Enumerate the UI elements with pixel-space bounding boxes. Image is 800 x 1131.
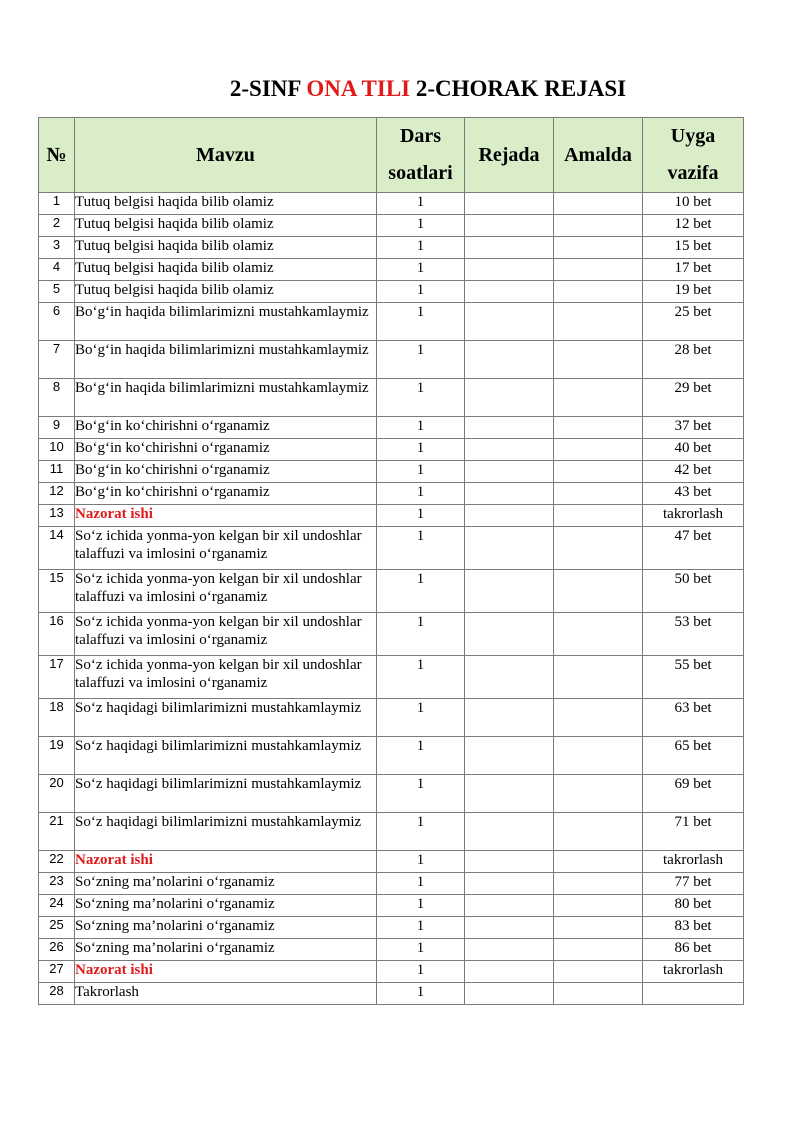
- row-planned: [465, 215, 554, 237]
- row-hours: 1: [377, 961, 465, 983]
- title-quarter-plan: 2-CHORAK REJASI: [415, 76, 627, 101]
- table-row: [39, 775, 744, 813]
- row-hours: 1: [377, 939, 465, 961]
- row-actual: [554, 417, 643, 439]
- table-row: [39, 983, 744, 1005]
- row-hours: 1: [377, 341, 465, 379]
- table-row: [39, 215, 744, 237]
- row-homework: 53 bet: [643, 613, 744, 656]
- row-number: 7: [39, 341, 75, 379]
- table-row: [39, 259, 744, 281]
- row-topic: So‘z haqidagi bilimlarimizni mustahkamlaymiz: [75, 775, 377, 813]
- row-homework: 86 bet: [643, 939, 744, 961]
- row-number: 5: [39, 281, 75, 303]
- table-row: [39, 461, 744, 483]
- row-topic: So‘z ichida yonma-yon kelgan bir xil undoshlar talaffuzi va imlosini o‘rganamiz: [75, 613, 377, 656]
- table-row: [39, 303, 744, 341]
- header-homework-line1: Uyga: [670, 125, 716, 147]
- row-number: 25: [39, 917, 75, 939]
- header-hours-line2: soatlari: [388, 162, 453, 184]
- row-number: 6: [39, 303, 75, 341]
- row-hours: 1: [377, 417, 465, 439]
- row-hours: 1: [377, 439, 465, 461]
- row-hours: 1: [377, 737, 465, 775]
- row-number: 3: [39, 237, 75, 259]
- row-homework: 15 bet: [643, 237, 744, 259]
- row-homework: 71 bet: [643, 813, 744, 851]
- row-actual: [554, 613, 643, 656]
- row-homework: 43 bet: [643, 483, 744, 505]
- row-planned: [465, 417, 554, 439]
- title-grade: 2-SINF: [229, 76, 301, 101]
- row-homework: 50 bet: [643, 570, 744, 613]
- row-planned: [465, 439, 554, 461]
- row-topic: So‘zning ma’nolarini o‘rganamiz: [75, 917, 377, 939]
- row-actual: [554, 527, 643, 570]
- table-row: [39, 851, 744, 873]
- row-topic: So‘z ichida yonma-yon kelgan bir xil undoshlar talaffuzi va imlosini o‘rganamiz: [75, 527, 377, 570]
- row-actual: [554, 775, 643, 813]
- row-planned: [465, 851, 554, 873]
- row-homework: takrorlash: [643, 961, 744, 983]
- row-actual: [554, 737, 643, 775]
- row-number: 16: [39, 613, 75, 656]
- row-homework: 25 bet: [643, 303, 744, 341]
- page-title: [0, 76, 800, 102]
- row-planned: [465, 341, 554, 379]
- row-actual: [554, 851, 643, 873]
- table-row: [39, 237, 744, 259]
- table-row: [39, 341, 744, 379]
- row-actual: [554, 281, 643, 303]
- row-number: 19: [39, 737, 75, 775]
- row-homework: 63 bet: [643, 699, 744, 737]
- row-topic: Tutuq belgisi haqida bilib olamiz: [75, 215, 377, 237]
- row-planned: [465, 895, 554, 917]
- row-homework: 10 bet: [643, 193, 744, 215]
- table-row: [39, 939, 744, 961]
- row-actual: [554, 341, 643, 379]
- row-actual: [554, 439, 643, 461]
- table-row: [39, 417, 744, 439]
- row-hours: 1: [377, 281, 465, 303]
- row-homework: 83 bet: [643, 917, 744, 939]
- table-row: [39, 917, 744, 939]
- row-planned: [465, 961, 554, 983]
- row-topic: So‘z haqidagi bilimlarimizni mustahkamlaymiz: [75, 737, 377, 775]
- row-number: 14: [39, 527, 75, 570]
- row-homework: 40 bet: [643, 439, 744, 461]
- header-hours: [377, 118, 465, 193]
- row-topic: Bo‘g‘in ko‘chirishni o‘rganamiz: [75, 439, 377, 461]
- row-number: 22: [39, 851, 75, 873]
- row-actual: [554, 813, 643, 851]
- table-row: [39, 281, 744, 303]
- row-hours: 1: [377, 379, 465, 417]
- row-homework: 77 bet: [643, 873, 744, 895]
- row-number: 9: [39, 417, 75, 439]
- row-homework: 69 bet: [643, 775, 744, 813]
- row-homework: takrorlash: [643, 851, 744, 873]
- header-hours-line1: Dars: [399, 125, 442, 147]
- row-homework: 65 bet: [643, 737, 744, 775]
- table-row: [39, 699, 744, 737]
- row-planned: [465, 379, 554, 417]
- header-homework-line2: vazifa: [667, 162, 719, 184]
- row-homework: 80 bet: [643, 895, 744, 917]
- table-row: [39, 873, 744, 895]
- row-topic: Tutuq belgisi haqida bilib olamiz: [75, 281, 377, 303]
- table-row: [39, 656, 744, 699]
- row-actual: [554, 303, 643, 341]
- table-row: [39, 193, 744, 215]
- row-topic: Bo‘g‘in ko‘chirishni o‘rganamiz: [75, 461, 377, 483]
- row-topic: So‘z ichida yonma-yon kelgan bir xil undoshlar talaffuzi va imlosini o‘rganamiz: [75, 656, 377, 699]
- row-planned: [465, 303, 554, 341]
- row-homework: 19 bet: [643, 281, 744, 303]
- row-actual: [554, 570, 643, 613]
- row-topic: So‘z haqidagi bilimlarimizni mustahkamlaymiz: [75, 813, 377, 851]
- row-number: 21: [39, 813, 75, 851]
- row-actual: [554, 961, 643, 983]
- row-number: 15: [39, 570, 75, 613]
- row-hours: 1: [377, 813, 465, 851]
- row-topic: Tutuq belgisi haqida bilib olamiz: [75, 193, 377, 215]
- table-row: [39, 961, 744, 983]
- row-hours: 1: [377, 851, 465, 873]
- row-planned: [465, 656, 554, 699]
- row-homework: 12 bet: [643, 215, 744, 237]
- row-number: 17: [39, 656, 75, 699]
- row-planned: [465, 259, 554, 281]
- table-row: [39, 439, 744, 461]
- row-hours: 1: [377, 505, 465, 527]
- row-hours: 1: [377, 303, 465, 341]
- row-actual: [554, 917, 643, 939]
- row-planned: [465, 483, 554, 505]
- row-planned: [465, 281, 554, 303]
- row-actual: [554, 379, 643, 417]
- row-actual: [554, 237, 643, 259]
- row-homework: 29 bet: [643, 379, 744, 417]
- table-body: [39, 193, 744, 1005]
- table-row: [39, 505, 744, 527]
- table-row: [39, 483, 744, 505]
- row-number: 27: [39, 961, 75, 983]
- row-number: 20: [39, 775, 75, 813]
- row-homework: 55 bet: [643, 656, 744, 699]
- table-row: [39, 813, 744, 851]
- row-actual: [554, 699, 643, 737]
- row-hours: 1: [377, 873, 465, 895]
- row-hours: 1: [377, 193, 465, 215]
- table-row: [39, 895, 744, 917]
- row-hours: 1: [377, 215, 465, 237]
- row-number: 28: [39, 983, 75, 1005]
- table-row: [39, 737, 744, 775]
- row-hours: 1: [377, 895, 465, 917]
- row-homework: 28 bet: [643, 341, 744, 379]
- row-actual: [554, 193, 643, 215]
- header-number: №: [39, 118, 75, 193]
- header-topic: Mavzu: [75, 118, 377, 193]
- row-homework: [643, 983, 744, 1005]
- row-actual: [554, 505, 643, 527]
- row-number: 1: [39, 193, 75, 215]
- row-number: 13: [39, 505, 75, 527]
- row-hours: 1: [377, 917, 465, 939]
- table-header-row: [39, 118, 744, 193]
- row-hours: 1: [377, 259, 465, 281]
- table-row: [39, 613, 744, 656]
- header-planned: Rejada: [465, 118, 554, 193]
- row-planned: [465, 527, 554, 570]
- row-number: 8: [39, 379, 75, 417]
- row-hours: 1: [377, 613, 465, 656]
- row-hours: 1: [377, 570, 465, 613]
- row-number: 23: [39, 873, 75, 895]
- row-topic: Bo‘g‘in haqida bilimlarimizni mustahkamlaymiz: [75, 303, 377, 341]
- row-topic: Tutuq belgisi haqida bilib olamiz: [75, 259, 377, 281]
- table-row: [39, 570, 744, 613]
- header-actual: Amalda: [554, 118, 643, 193]
- row-topic: Bo‘g‘in haqida bilimlarimizni mustahkamlaymiz: [75, 341, 377, 379]
- row-number: 26: [39, 939, 75, 961]
- row-planned: [465, 237, 554, 259]
- row-hours: 1: [377, 775, 465, 813]
- row-hours: 1: [377, 699, 465, 737]
- table-row: [39, 379, 744, 417]
- row-actual: [554, 895, 643, 917]
- row-topic: Tutuq belgisi haqida bilib olamiz: [75, 237, 377, 259]
- row-planned: [465, 737, 554, 775]
- row-homework: 42 bet: [643, 461, 744, 483]
- row-planned: [465, 699, 554, 737]
- row-homework: 37 bet: [643, 417, 744, 439]
- row-topic: So‘zning ma’nolarini o‘rganamiz: [75, 939, 377, 961]
- row-hours: 1: [377, 527, 465, 570]
- row-actual: [554, 873, 643, 895]
- row-planned: [465, 917, 554, 939]
- row-actual: [554, 656, 643, 699]
- row-topic: So‘zning ma’nolarini o‘rganamiz: [75, 873, 377, 895]
- row-actual: [554, 259, 643, 281]
- table-row: [39, 527, 744, 570]
- row-planned: [465, 873, 554, 895]
- row-number: 2: [39, 215, 75, 237]
- row-planned: [465, 939, 554, 961]
- row-topic: Nazorat ishi: [75, 851, 377, 873]
- row-hours: 1: [377, 237, 465, 259]
- row-number: 12: [39, 483, 75, 505]
- row-planned: [465, 505, 554, 527]
- row-planned: [465, 570, 554, 613]
- row-hours: 1: [377, 656, 465, 699]
- row-homework: takrorlash: [643, 505, 744, 527]
- row-planned: [465, 775, 554, 813]
- row-actual: [554, 483, 643, 505]
- row-topic: So‘z haqidagi bilimlarimizni mustahkamlaymiz: [75, 699, 377, 737]
- row-topic: Bo‘g‘in haqida bilimlarimizni mustahkamlaymiz: [75, 379, 377, 417]
- row-topic: Bo‘g‘in ko‘chirishni o‘rganamiz: [75, 417, 377, 439]
- row-topic: Bo‘g‘in ko‘chirishni o‘rganamiz: [75, 483, 377, 505]
- row-planned: [465, 193, 554, 215]
- row-number: 18: [39, 699, 75, 737]
- row-topic: Nazorat ishi: [75, 505, 377, 527]
- row-actual: [554, 983, 643, 1005]
- row-number: 24: [39, 895, 75, 917]
- row-actual: [554, 939, 643, 961]
- row-topic: Nazorat ishi: [75, 961, 377, 983]
- row-topic: So‘zning ma’nolarini o‘rganamiz: [75, 895, 377, 917]
- row-actual: [554, 461, 643, 483]
- row-hours: 1: [377, 983, 465, 1005]
- row-topic: Takrorlash: [75, 983, 377, 1005]
- row-topic: So‘z ichida yonma-yon kelgan bir xil undoshlar talaffuzi va imlosini o‘rganamiz: [75, 570, 377, 613]
- row-number: 4: [39, 259, 75, 281]
- row-number: 11: [39, 461, 75, 483]
- row-actual: [554, 215, 643, 237]
- row-homework: 47 bet: [643, 527, 744, 570]
- row-hours: 1: [377, 483, 465, 505]
- header-homework: [643, 118, 744, 193]
- row-homework: 17 bet: [643, 259, 744, 281]
- row-hours: 1: [377, 461, 465, 483]
- lesson-plan-table: [38, 117, 744, 1005]
- row-planned: [465, 983, 554, 1005]
- row-planned: [465, 461, 554, 483]
- row-planned: [465, 613, 554, 656]
- row-number: 10: [39, 439, 75, 461]
- title-subject: ONA TILI: [306, 76, 411, 101]
- row-planned: [465, 813, 554, 851]
